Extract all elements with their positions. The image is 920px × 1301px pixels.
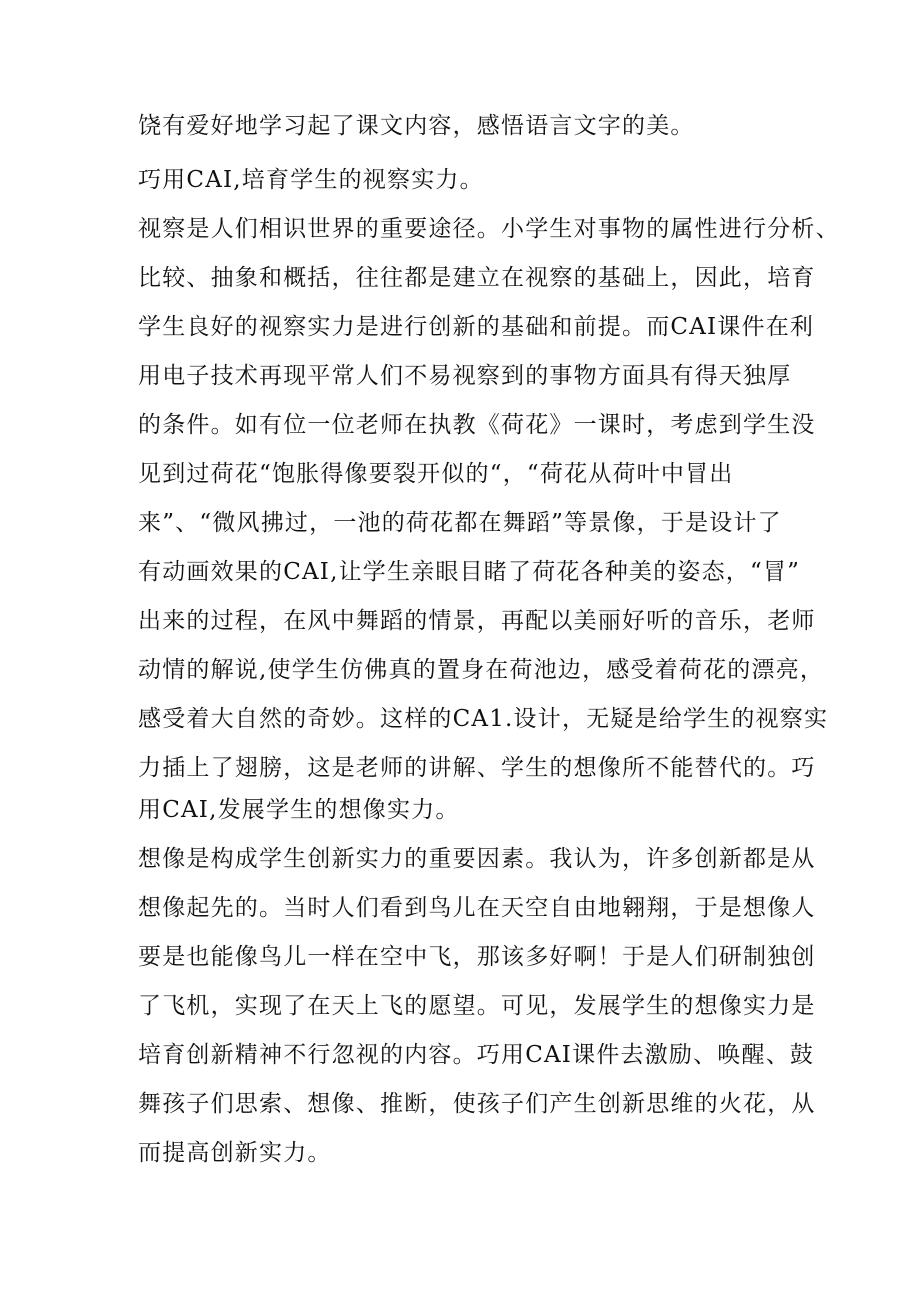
text-line: 用CAI,发展学生的想像实力。 — [138, 797, 460, 823]
text-line: 了飞机，实现了在天上飞的愿望。可见，发展学生的想像实力是 — [138, 993, 816, 1019]
text-line: 有动画效果的CAI,让学生亲眼目睹了荷花各种美的姿态，“冒” — [138, 559, 801, 585]
text-line: 比较、抽象和概括，往往都是建立在视察的基础上，因此，培育 — [138, 265, 816, 291]
text-line: 学生良好的视察实力是进行创新的基础和前提。而CAI课件在利 — [138, 314, 815, 340]
text-line: 出来的过程，在风中舞蹈的情景，再配以美丽好听的音乐，老师 — [138, 608, 816, 634]
text-line: 舞孩子们思索、想像、推断，使孩子们产生创新思维的火花，从 — [138, 1091, 816, 1117]
text-line: 用电子技术再现平常人们不易视察到的事物方面具有得天独厚 — [138, 363, 792, 389]
text-line: 要是也能像鸟儿一样在空中飞，那该多好啊！于是人们研制独创 — [138, 944, 816, 970]
text-line: 视察是人们相识世界的重要途径。小学生对事物的属性进行分析、 — [138, 216, 840, 242]
text-line: 感受着大自然的奇妙。这样的CA1.设计，无疑是给学生的视察实 — [138, 706, 829, 732]
text-line: 的条件。如有位一位老师在执教《荷花》一课时，考虑到学生没 — [138, 412, 816, 438]
text-line: 想像是构成学生创新实力的重要因素。我认为，许多创新都是从 — [138, 846, 816, 872]
text-line: 动情的解说,使学生仿佛真的置身在荷池边，感受着荷花的漂亮， — [138, 657, 825, 683]
text-line: 饶有爱好地学习起了课文内容，感悟语言文字的美。 — [138, 113, 695, 139]
text-line: 而提高创新实力。 — [138, 1140, 332, 1166]
text-line: 见到过荷花“饱胀得像要裂开似的“，“荷花从荷叶中冒出 — [138, 461, 734, 487]
text-line: 巧用CAI,培育学生的视察实力。 — [138, 167, 484, 193]
text-line: 想像起先的。当时人们看到鸟儿在天空自由地翱翔，于是想像人 — [138, 895, 816, 921]
text-line: 培育创新精神不行忽视的内容。巧用CAI课件去激励、唤醒、鼓 — [138, 1042, 815, 1068]
text-line: 来”、“微风拂过，一池的荷花都在舞蹈”等景像，于是设计了 — [138, 510, 782, 536]
text-line: 力插上了翅膀，这是老师的讲解、学生的想像所不能替代的。巧 — [138, 755, 816, 781]
